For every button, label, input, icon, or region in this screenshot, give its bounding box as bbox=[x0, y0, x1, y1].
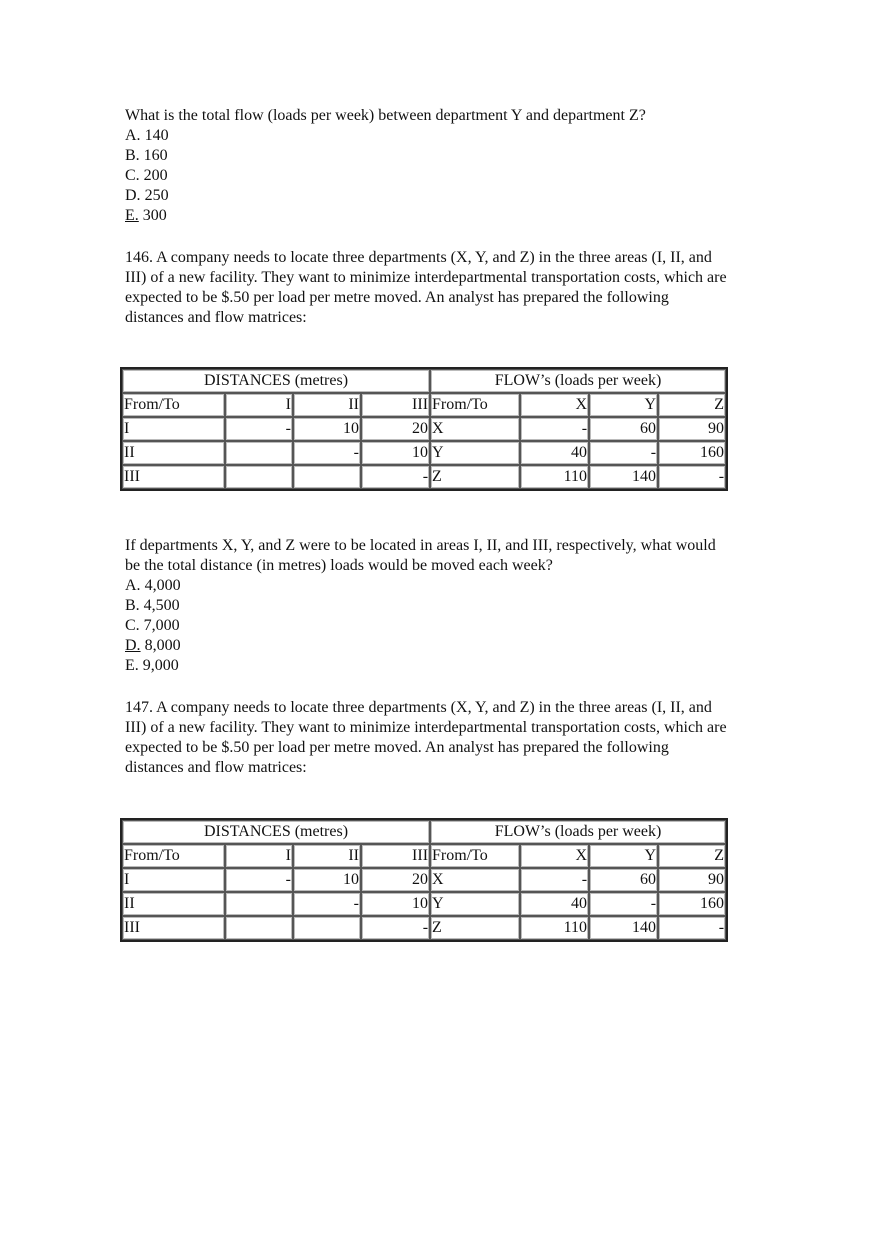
question-145-text: What is the total flow (loads per week) between department Y and department Z? bbox=[125, 107, 646, 124]
table-cell: 160 bbox=[658, 892, 726, 916]
q145-answer-marker: E. bbox=[125, 207, 139, 224]
table-cell: - bbox=[658, 916, 726, 940]
distances-title: DISTANCES (metres) bbox=[122, 820, 430, 844]
table-cell: - bbox=[361, 465, 430, 489]
table-cell bbox=[225, 892, 293, 916]
header-cell: I bbox=[225, 844, 293, 868]
table-cell: - bbox=[225, 417, 293, 441]
table-cell: - bbox=[361, 916, 430, 940]
table-cell bbox=[225, 465, 293, 489]
q146-line-4: distances and flow matrices: bbox=[125, 309, 307, 326]
table-cell: I bbox=[122, 417, 225, 441]
table-cell: - bbox=[589, 441, 658, 465]
header-cell: Y bbox=[589, 393, 658, 417]
flows-title: FLOW’s (loads per week) bbox=[430, 820, 726, 844]
q146-option-e: E. 9,000 bbox=[125, 657, 179, 674]
question-147 bbox=[125, 698, 785, 778]
q146-matrix-table bbox=[120, 367, 728, 491]
q145-option-c: C. 200 bbox=[125, 167, 168, 184]
table-row bbox=[122, 916, 726, 940]
table-header-row bbox=[122, 393, 726, 417]
table-cell: III bbox=[122, 465, 225, 489]
q145-option-d: D. 250 bbox=[125, 187, 169, 204]
table-row bbox=[122, 417, 726, 441]
table-cell: 10 bbox=[293, 417, 361, 441]
header-cell: II bbox=[293, 844, 361, 868]
table-cell: 20 bbox=[361, 868, 430, 892]
table-row bbox=[122, 465, 726, 489]
q146-option-c: C. 7,000 bbox=[125, 617, 180, 634]
table-cell: 40 bbox=[520, 892, 589, 916]
table-cell: 60 bbox=[589, 868, 658, 892]
q146-line-1: 146. A company needs to locate three departments (X, Y, and Z) in the three areas (I, II, and bbox=[125, 249, 712, 266]
question-146-followup bbox=[125, 536, 785, 676]
header-cell: Z bbox=[658, 844, 726, 868]
table-cell: 90 bbox=[658, 417, 726, 441]
table-cell: 10 bbox=[361, 892, 430, 916]
header-cell: From/To bbox=[122, 393, 225, 417]
table-cell: Y bbox=[430, 441, 520, 465]
header-cell: III bbox=[361, 393, 430, 417]
flows-title: FLOW’s (loads per week) bbox=[430, 369, 726, 393]
q146-followup-line-1: If departments X, Y, and Z were to be located in areas I, II, and III, respectively, what would bbox=[125, 537, 716, 554]
header-cell: From/To bbox=[430, 393, 520, 417]
table-cell: Z bbox=[430, 465, 520, 489]
table-cell: 40 bbox=[520, 441, 589, 465]
table-cell: - bbox=[293, 441, 361, 465]
table-cell: Y bbox=[430, 892, 520, 916]
table-cell: - bbox=[520, 868, 589, 892]
table-cell: 160 bbox=[658, 441, 726, 465]
table-cell: X bbox=[430, 868, 520, 892]
header-cell: I bbox=[225, 393, 293, 417]
header-cell: III bbox=[361, 844, 430, 868]
question-145 bbox=[125, 106, 785, 226]
table-cell: 110 bbox=[520, 916, 589, 940]
table-cell: 110 bbox=[520, 465, 589, 489]
header-cell: Y bbox=[589, 844, 658, 868]
table-cell: II bbox=[122, 892, 225, 916]
table-row bbox=[122, 441, 726, 465]
table-row bbox=[122, 892, 726, 916]
table-cell: 10 bbox=[361, 441, 430, 465]
table-cell: 140 bbox=[589, 465, 658, 489]
table-cell: - bbox=[589, 892, 658, 916]
table-row bbox=[122, 868, 726, 892]
table-cell: II bbox=[122, 441, 225, 465]
q146-line-2: III) of a new facility. They want to minimize interdepartmental transportation costs, which are bbox=[125, 269, 727, 286]
table-cell: I bbox=[122, 868, 225, 892]
table-cell: - bbox=[520, 417, 589, 441]
q146-followup-line-2: be the total distance (in metres) loads would be moved each week? bbox=[125, 557, 553, 574]
table-cell: 60 bbox=[589, 417, 658, 441]
q146-option-a: A. 4,000 bbox=[125, 577, 181, 594]
header-cell: Z bbox=[658, 393, 726, 417]
table-cell: 140 bbox=[589, 916, 658, 940]
q146-line-3: expected to be $.50 per load per metre moved. An analyst has prepared the following bbox=[125, 289, 669, 306]
table-cell: 10 bbox=[293, 868, 361, 892]
table-cell: 20 bbox=[361, 417, 430, 441]
header-cell: From/To bbox=[430, 844, 520, 868]
q145-option-b: B. 160 bbox=[125, 147, 168, 164]
table-cell: Z bbox=[430, 916, 520, 940]
table-cell bbox=[293, 916, 361, 940]
table-cell bbox=[293, 465, 361, 489]
q146-answer-marker: D. bbox=[125, 637, 141, 654]
table-cell: - bbox=[658, 465, 726, 489]
table-cell: - bbox=[293, 892, 361, 916]
header-cell: X bbox=[520, 393, 589, 417]
q146-option-b: B. 4,500 bbox=[125, 597, 180, 614]
question-146 bbox=[125, 248, 785, 328]
table-cell: 90 bbox=[658, 868, 726, 892]
q146-option-d: D. 8,000 bbox=[125, 637, 181, 654]
table-title-row bbox=[122, 369, 726, 393]
table-cell bbox=[225, 916, 293, 940]
q147-line-4: distances and flow matrices: bbox=[125, 759, 307, 776]
header-cell: II bbox=[293, 393, 361, 417]
q147-matrix-table bbox=[120, 818, 728, 942]
distances-title: DISTANCES (metres) bbox=[122, 369, 430, 393]
q147-line-1: 147. A company needs to locate three departments (X, Y, and Z) in the three areas (I, II, and bbox=[125, 699, 712, 716]
q147-line-3: expected to be $.50 per load per metre moved. An analyst has prepared the following bbox=[125, 739, 669, 756]
table-cell: - bbox=[225, 868, 293, 892]
table-cell: X bbox=[430, 417, 520, 441]
header-cell: X bbox=[520, 844, 589, 868]
q145-option-e: E. 300 bbox=[125, 207, 167, 224]
table-cell: III bbox=[122, 916, 225, 940]
header-cell: From/To bbox=[122, 844, 225, 868]
q147-line-2: III) of a new facility. They want to minimize interdepartmental transportation costs, which are bbox=[125, 719, 727, 736]
q145-option-a: A. 140 bbox=[125, 127, 169, 144]
table-header-row bbox=[122, 844, 726, 868]
table-title-row bbox=[122, 820, 726, 844]
table-cell bbox=[225, 441, 293, 465]
